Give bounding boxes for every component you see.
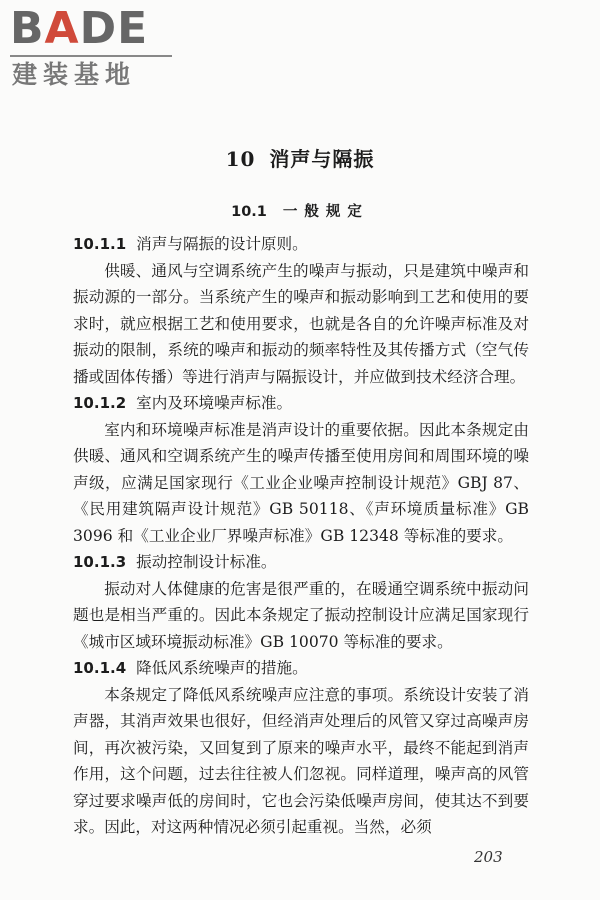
body-text xyxy=(73,231,529,841)
clause-paragraph: 室内和环境噪声标准是消声设计的重要依据。因此本条规定由供暖、通风和空调系统产生的噪声传播至使用房间和周围环境的噪声级，应满足国家现行《工业企业噪声控制设计规范》GBJ 87、《民用建筑隔声设计规范》GB 50118、《声环境质量标准》GB 3096 和《工业企业厂界噪声标准》GB 12348 等标准的要求。 xyxy=(73,420,529,545)
clause-paragraph: 供暖、通风与空调系统产生的噪声与振动，只是建筑中噪声和振动源的一部分。当系统产生的噪声和振动影响到工艺和使用的要求时，就应根据工艺和使用要求，也就是各自的允许噪声标准及对振动的限制，系统的噪声和振动的频率特性及其传播方式（空气传播或固体传播）等进行消声与隔振设计，并应做到技术经济合理。 xyxy=(73,261,529,386)
clause-heading: 10.1.3 振动控制设计标准。 xyxy=(73,553,277,571)
chapter-title: 消声与隔振 xyxy=(269,147,375,171)
logo-divider xyxy=(10,55,172,57)
section-number: 10.1 xyxy=(231,204,267,220)
clause-heading: 10.1.4 降低风系统噪声的措施。 xyxy=(73,659,308,677)
page-number: 203 xyxy=(474,848,503,866)
section-title: 一般规定 xyxy=(282,204,369,220)
clause-paragraph: 振动对人体健康的危害是很严重的，在暖通空调系统中振动问题也是相当严重的。因此本条规定了振动控制设计应满足国家现行《城市区域环境振动标准》GB 10070 等标准的要求。 xyxy=(73,579,529,651)
chapter-number: 10 xyxy=(225,147,256,171)
logo-subtitle: 建装基地 xyxy=(12,60,137,89)
clause-paragraph: 本条规定了降低风系统噪声应注意的事项。系统设计安装了消声器，其消声效果也很好，但经消声处理后的风管又穿过高噪声房间，再次被污染，又回复到了原来的噪声水平，最终不能起到消声作用，这个问题，过去往往被人们忽视。同样道理，噪声高的风管穿过要求噪声低的房间时，它也会污染低噪声房间，使其达不到要求。因此，对这两种情况必须引起重视。当然，必须 xyxy=(73,685,529,836)
chapter-heading xyxy=(0,143,600,172)
logo-wordmark: BADE xyxy=(10,3,149,54)
clause-heading: 10.1.1 消声与隔振的设计原则。 xyxy=(73,235,308,253)
section-heading xyxy=(0,200,600,221)
logo xyxy=(10,4,180,94)
clause-heading: 10.1.2 室内及环境噪声标准。 xyxy=(73,394,293,412)
